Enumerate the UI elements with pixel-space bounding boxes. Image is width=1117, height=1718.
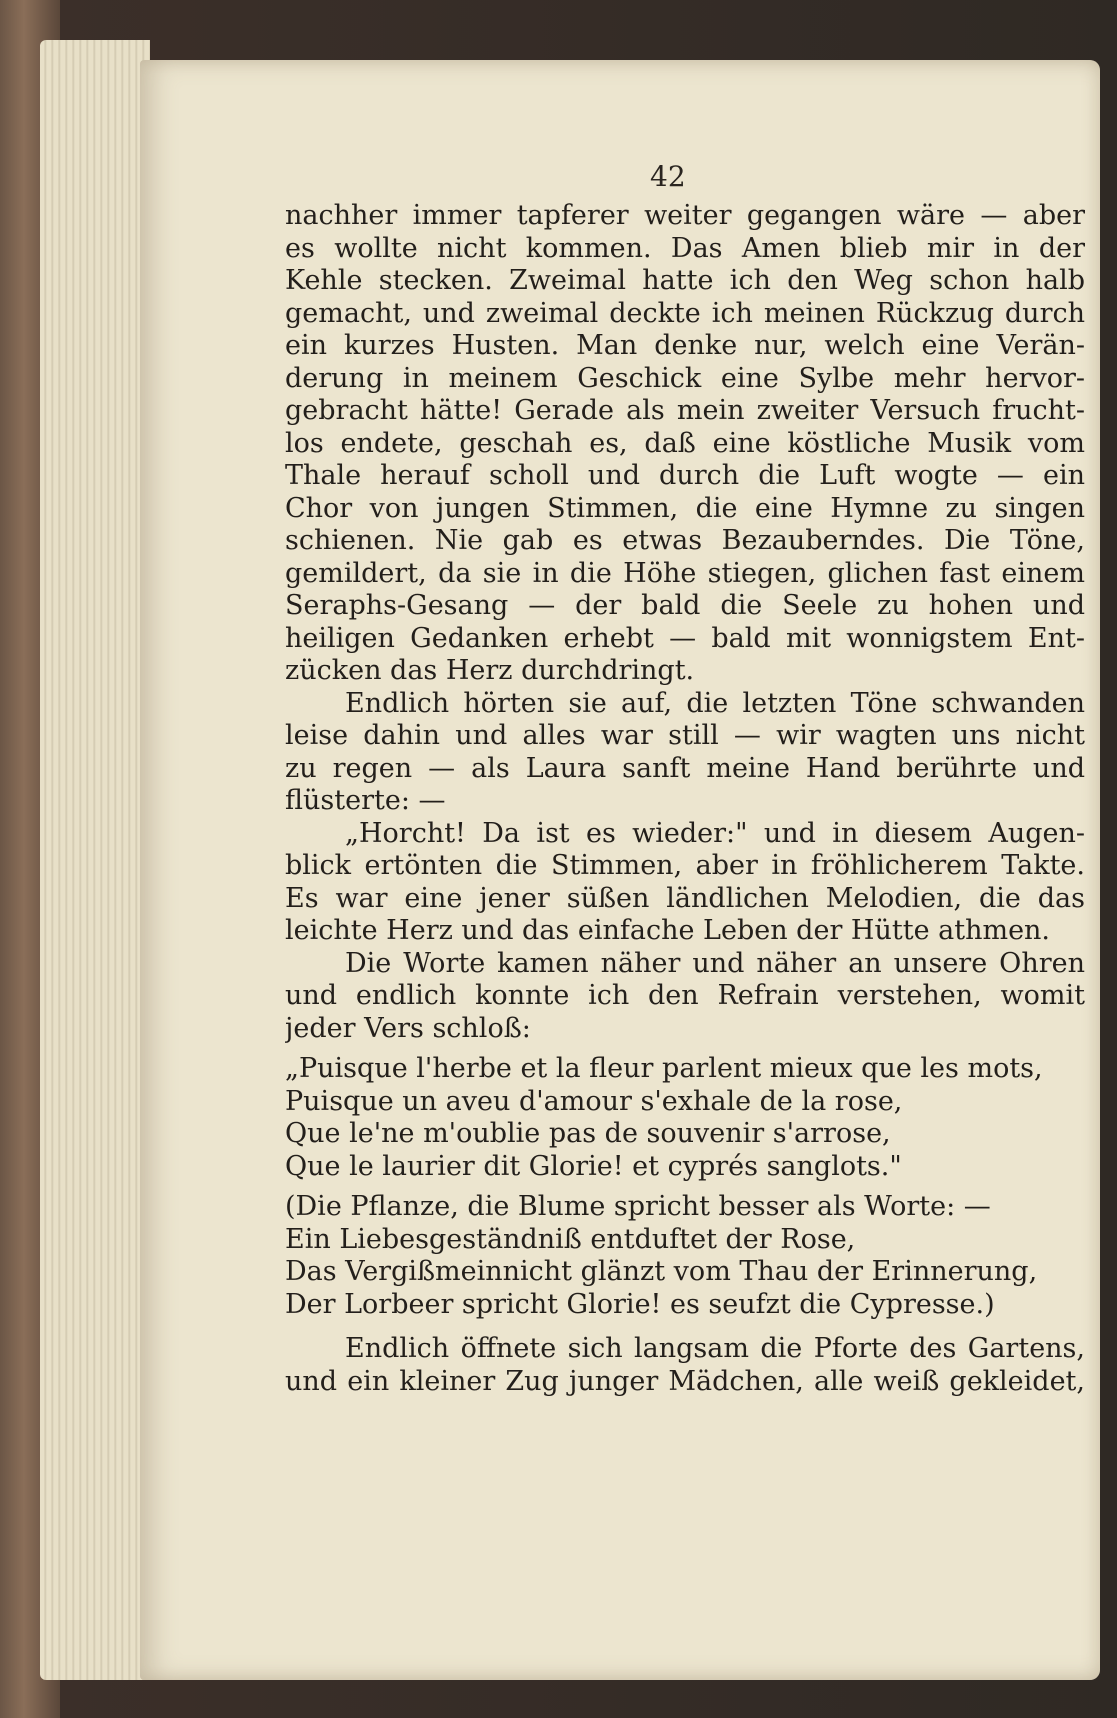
- text-line: zu regen — als Laura sanft meine Hand berührte und: [285, 752, 1085, 784]
- verse-line: Ein Liebesgeständniß entduftet der Rose,: [285, 1223, 856, 1255]
- text-line: leise dahin und alles war still — wir wagten uns nicht: [285, 720, 1085, 751]
- text-line: und endlich konnte ich den Refrain verstehen, womit: [285, 980, 1085, 1011]
- paragraph-4: [285, 948, 1085, 1046]
- text-line: los endete, geschah es, daß eine köstliche Musik vom: [285, 427, 1085, 459]
- page-number: 42: [650, 160, 686, 193]
- text-line: flüsterte: —: [285, 785, 446, 816]
- text-line: gemacht, und zweimal deckte ich meinen Rückzug durch: [285, 297, 1085, 329]
- paragraph-3: [285, 818, 1085, 948]
- text-line: Chor von jungen Stimmen, die eine Hymne zu singen: [285, 492, 1085, 524]
- text-line: ein kurzes Husten. Man denke nur, welch eine Verän-: [285, 330, 1085, 361]
- text-line: Kehle stecken. Zweimal hatte ich den Weg schon halb: [285, 265, 1085, 296]
- text-line: leichte Herz und das einfache Leben der Hütte athmen.: [285, 915, 1051, 946]
- text-line: derung in meinem Geschick eine Sylbe mehr hervor-: [285, 362, 1085, 394]
- paragraph-1: [285, 200, 1085, 688]
- text-line: zücken das Herz durchdringt.: [285, 655, 695, 686]
- verse-line: Der Lorbeer spricht Glorie! es seufzt die Cypresse.): [285, 1288, 995, 1320]
- text-line: Die Worte kamen näher und näher an unsere Ohren: [345, 947, 1085, 979]
- verse-line: Que le'ne m'oublie pas de souvenir s'arrose,: [285, 1118, 891, 1149]
- text-line: es wollte nicht kommen. Das Amen blieb mir in der: [285, 232, 1085, 264]
- text-line: gemildert, da sie in die Höhe stiegen, glichen fast einem: [285, 557, 1085, 589]
- text-line: „Horcht! Da ist es wieder:" und in diesem Augen-: [345, 817, 1085, 849]
- text-line: Seraphs-Gesang — der bald die Seele zu hohen und: [285, 590, 1085, 621]
- verse-line: Puisque un aveu d'amour s'exhale de la rose,: [285, 1085, 903, 1117]
- paragraph-2: [285, 688, 1085, 818]
- text-line: gebracht hätte! Gerade als mein zweiter Versuch frucht-: [285, 395, 1085, 426]
- text-line: Thale herauf scholl und durch die Luft wogte — ein: [285, 460, 1085, 491]
- verse-line: Das Vergißmeinnicht glänzt vom Thau der Erinnerung,: [285, 1256, 1038, 1287]
- text-line: jeder Vers schloß:: [285, 1012, 531, 1044]
- verse-line: Que le laurier dit Glorie! et cyprés sanglots.": [285, 1150, 902, 1182]
- text-line: heiligen Gedanken erhebt — bald mit wonnigstem Ent-: [285, 622, 1085, 654]
- final-paragraph: [285, 1333, 1085, 1398]
- verse-line: (Die Pflanze, die Blume spricht besser als Worte: —: [285, 1191, 991, 1222]
- german-translation: [285, 1191, 1085, 1321]
- text-line: Endlich hörten sie auf, die letzten Töne schwanden: [345, 687, 1085, 719]
- text-line: nachher immer tapferer weiter gegangen wäre — aber: [285, 200, 1085, 231]
- french-verse: [285, 1053, 1085, 1183]
- page-stack-edge: [40, 40, 150, 1680]
- text-line: Endlich öffnete sich langsam die Pforte des Gartens,: [345, 1333, 1085, 1364]
- text-line: Es war eine jener süßen ländlichen Melodien, die das: [285, 882, 1085, 914]
- verse-line: „Puisque l'herbe et la fleur parlent mieux que les mots,: [285, 1053, 1043, 1084]
- text-line: blick ertönten die Stimmen, aber in fröhlicherem Takte.: [285, 850, 1085, 881]
- page-text: [285, 200, 1085, 1398]
- text-line: und ein kleiner Zug junger Mädchen, alle weiß gekleidet,: [285, 1365, 1085, 1397]
- text-line: schienen. Nie gab es etwas Bezauberndes. Die Töne,: [285, 525, 1085, 556]
